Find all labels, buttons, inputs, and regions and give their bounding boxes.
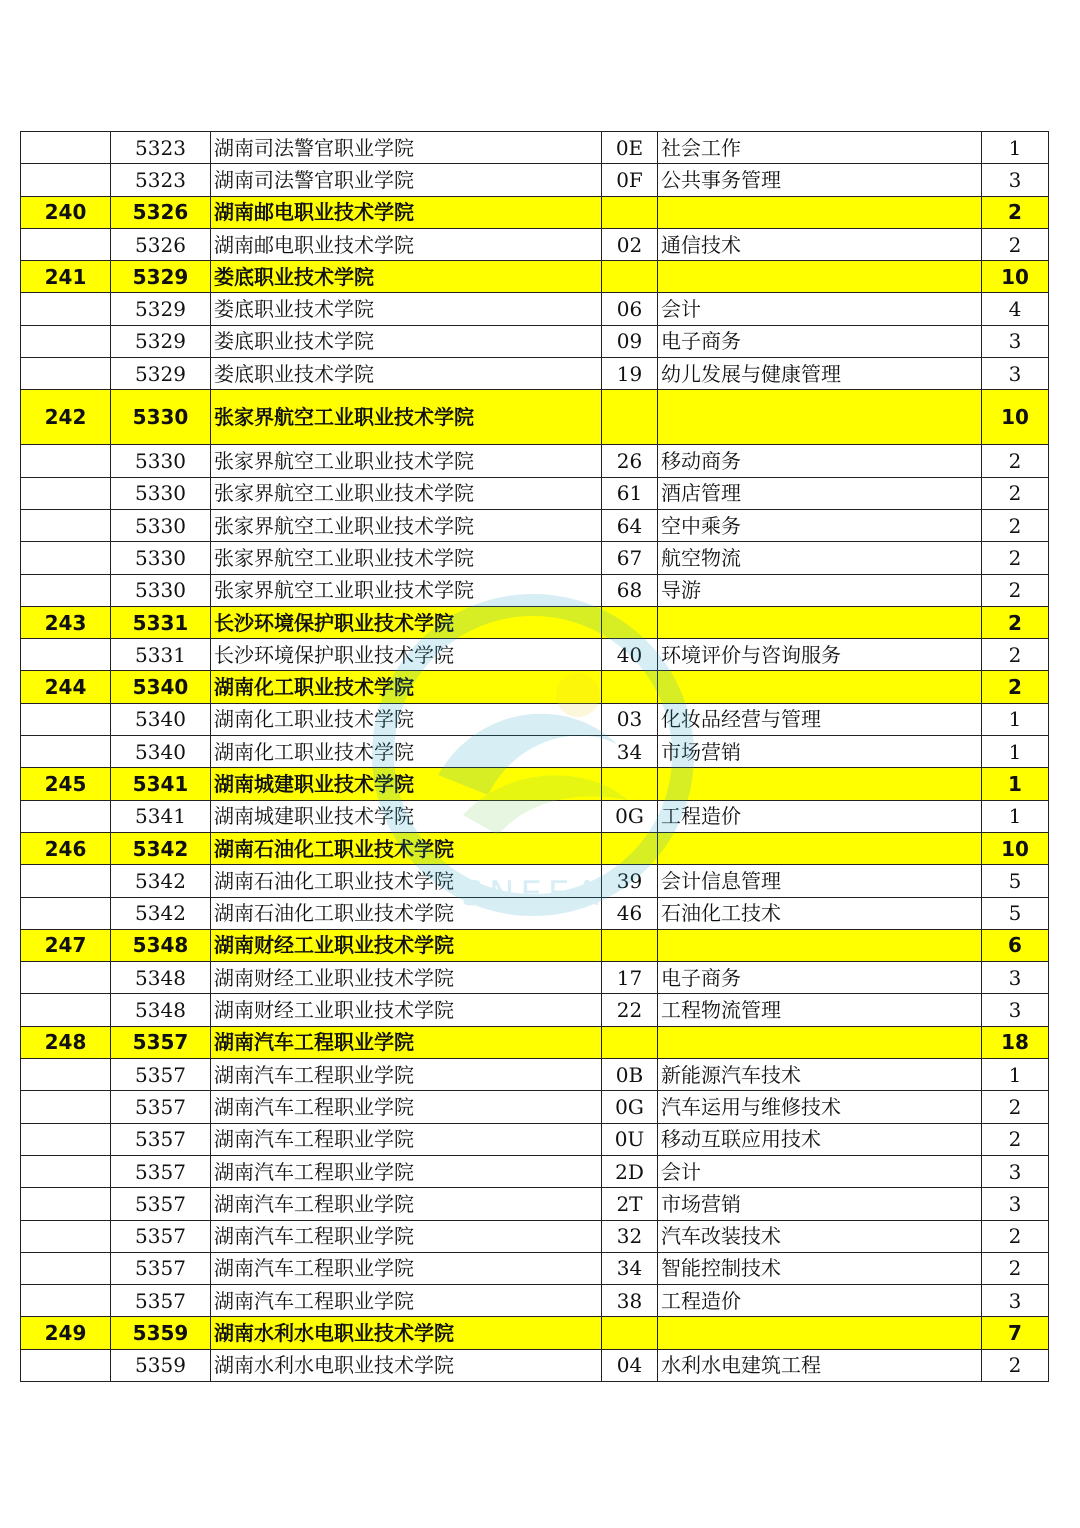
seq-cell: 249: [21, 1317, 111, 1349]
seq-cell: 242: [21, 390, 111, 445]
school-name-cell: 湖南汽车工程职业学院: [211, 1285, 602, 1317]
major-code-cell: 03: [602, 703, 658, 735]
major-name-cell: 新能源汽车技术: [658, 1059, 982, 1091]
plan-count-cell: 7: [982, 1317, 1049, 1349]
plan-count-cell: 2: [982, 639, 1049, 671]
school-code-cell: 5357: [111, 1123, 211, 1155]
plan-count-cell: 3: [982, 325, 1049, 357]
major-name-cell: [658, 196, 982, 228]
major-name-cell: 市场营销: [658, 1188, 982, 1220]
seq-cell: [21, 1059, 111, 1091]
school-code-cell: 5330: [111, 445, 211, 477]
school-name-cell: 湖南财经工业职业技术学院: [211, 994, 602, 1026]
school-name-cell: 娄底职业技术学院: [211, 358, 602, 390]
school-name-cell: 湖南汽车工程职业学院: [211, 1091, 602, 1123]
major-code-cell: 0E: [602, 132, 658, 164]
major-code-cell: 02: [602, 228, 658, 260]
major-code-cell: 2T: [602, 1188, 658, 1220]
seq-cell: [21, 1123, 111, 1155]
school-code-cell: 5326: [111, 196, 211, 228]
school-name-cell: 湖南汽车工程职业学院: [211, 1252, 602, 1284]
school-name-cell: 张家界航空工业职业技术学院: [211, 509, 602, 541]
school-code-cell: 5357: [111, 1188, 211, 1220]
plan-count-cell: 4: [982, 293, 1049, 325]
major-name-cell: 通信技术: [658, 228, 982, 260]
major-name-cell: 汽车运用与维修技术: [658, 1091, 982, 1123]
major-code-cell: 0B: [602, 1059, 658, 1091]
plan-count-cell: 10: [982, 261, 1049, 293]
plan-count-cell: 10: [982, 832, 1049, 864]
school-name-cell: 湖南财经工业职业技术学院: [211, 962, 602, 994]
major-code-cell: [602, 1317, 658, 1349]
school-code-cell: 5329: [111, 261, 211, 293]
major-name-cell: [658, 1317, 982, 1349]
major-name-cell: 会计: [658, 293, 982, 325]
school-name-cell: 娄底职业技术学院: [211, 325, 602, 357]
seq-cell: [21, 800, 111, 832]
seq-cell: [21, 164, 111, 196]
seq-cell: [21, 325, 111, 357]
major-row: [21, 228, 1049, 260]
school-code-cell: 5341: [111, 800, 211, 832]
major-name-cell: 工程造价: [658, 800, 982, 832]
major-name-cell: 移动互联应用技术: [658, 1123, 982, 1155]
seq-cell: 248: [21, 1026, 111, 1058]
major-name-cell: 社会工作: [658, 132, 982, 164]
school-code-cell: 5329: [111, 325, 211, 357]
school-name-cell: 湖南石油化工职业技术学院: [211, 832, 602, 864]
major-row: [21, 542, 1049, 574]
plan-count-cell: 1: [982, 132, 1049, 164]
school-name-cell: 湖南司法警官职业学院: [211, 164, 602, 196]
major-code-cell: [602, 768, 658, 800]
seq-cell: [21, 477, 111, 509]
plan-count-cell: 2: [982, 445, 1049, 477]
seq-cell: 247: [21, 929, 111, 961]
major-row: [21, 164, 1049, 196]
plan-count-cell: 3: [982, 1155, 1049, 1187]
school-code-cell: 5348: [111, 962, 211, 994]
plan-count-cell: 10: [982, 390, 1049, 445]
major-name-cell: 电子商务: [658, 962, 982, 994]
plan-count-cell: 5: [982, 865, 1049, 897]
major-code-cell: [602, 671, 658, 703]
school-code-cell: 5357: [111, 1059, 211, 1091]
major-name-cell: [658, 671, 982, 703]
table-body: [21, 132, 1049, 1382]
major-row: [21, 736, 1049, 768]
plan-count-cell: 2: [982, 477, 1049, 509]
plan-count-cell: 1: [982, 1059, 1049, 1091]
seq-cell: [21, 132, 111, 164]
plan-count-cell: 3: [982, 164, 1049, 196]
school-code-cell: 5340: [111, 671, 211, 703]
major-row: [21, 1220, 1049, 1252]
major-code-cell: 39: [602, 865, 658, 897]
school-row: [21, 390, 1049, 445]
major-name-cell: 智能控制技术: [658, 1252, 982, 1284]
plan-count-cell: 3: [982, 358, 1049, 390]
plan-count-cell: 2: [982, 509, 1049, 541]
major-name-cell: 电子商务: [658, 325, 982, 357]
seq-cell: [21, 1252, 111, 1284]
major-name-cell: 工程造价: [658, 1285, 982, 1317]
major-code-cell: [602, 196, 658, 228]
major-code-cell: 2D: [602, 1155, 658, 1187]
school-name-cell: 湖南汽车工程职业学院: [211, 1026, 602, 1058]
major-code-cell: 61: [602, 477, 658, 509]
school-name-cell: 湖南化工职业技术学院: [211, 671, 602, 703]
school-name-cell: 张家界航空工业职业技术学院: [211, 445, 602, 477]
major-code-cell: 09: [602, 325, 658, 357]
plan-count-cell: 3: [982, 994, 1049, 1026]
major-name-cell: 酒店管理: [658, 477, 982, 509]
major-code-cell: [602, 261, 658, 293]
school-code-cell: 5340: [111, 703, 211, 735]
major-code-cell: 67: [602, 542, 658, 574]
school-code-cell: 5357: [111, 1220, 211, 1252]
school-code-cell: 5331: [111, 639, 211, 671]
major-code-cell: [602, 1026, 658, 1058]
school-name-cell: 湖南财经工业职业技术学院: [211, 929, 602, 961]
seq-cell: [21, 736, 111, 768]
major-row: [21, 865, 1049, 897]
school-code-cell: 5359: [111, 1317, 211, 1349]
seq-cell: [21, 1155, 111, 1187]
school-name-cell: 娄底职业技术学院: [211, 261, 602, 293]
school-name-cell: 长沙环境保护职业技术学院: [211, 606, 602, 638]
seq-cell: [21, 542, 111, 574]
admission-plan-table: [20, 131, 1049, 1382]
major-code-cell: 40: [602, 639, 658, 671]
seq-cell: [21, 358, 111, 390]
school-name-cell: 湖南邮电职业技术学院: [211, 196, 602, 228]
plan-count-cell: 2: [982, 1252, 1049, 1284]
school-name-cell: 湖南汽车工程职业学院: [211, 1220, 602, 1252]
major-row: [21, 1349, 1049, 1381]
seq-cell: [21, 639, 111, 671]
major-name-cell: 航空物流: [658, 542, 982, 574]
plan-count-cell: 1: [982, 768, 1049, 800]
school-row: [21, 929, 1049, 961]
school-code-cell: 5357: [111, 1285, 211, 1317]
major-name-cell: [658, 929, 982, 961]
major-code-cell: 64: [602, 509, 658, 541]
major-name-cell: 会计信息管理: [658, 865, 982, 897]
school-code-cell: 5357: [111, 1155, 211, 1187]
school-name-cell: 长沙环境保护职业技术学院: [211, 639, 602, 671]
major-code-cell: [602, 929, 658, 961]
major-code-cell: 34: [602, 736, 658, 768]
school-code-cell: 5342: [111, 865, 211, 897]
school-code-cell: 5330: [111, 509, 211, 541]
school-row: [21, 606, 1049, 638]
major-name-cell: 移动商务: [658, 445, 982, 477]
major-row: [21, 293, 1049, 325]
major-code-cell: 22: [602, 994, 658, 1026]
seq-cell: [21, 1349, 111, 1381]
school-name-cell: 湖南汽车工程职业学院: [211, 1123, 602, 1155]
major-code-cell: 46: [602, 897, 658, 929]
major-name-cell: 市场营销: [658, 736, 982, 768]
major-code-cell: 0G: [602, 1091, 658, 1123]
school-code-cell: 5331: [111, 606, 211, 638]
major-code-cell: 34: [602, 1252, 658, 1284]
seq-cell: [21, 1285, 111, 1317]
plan-count-cell: 6: [982, 929, 1049, 961]
school-code-cell: 5357: [111, 1091, 211, 1123]
major-row: [21, 1123, 1049, 1155]
school-row: [21, 261, 1049, 293]
major-name-cell: 公共事务管理: [658, 164, 982, 196]
major-name-cell: [658, 768, 982, 800]
major-code-cell: [602, 832, 658, 864]
school-name-cell: 张家界航空工业职业技术学院: [211, 477, 602, 509]
major-row: [21, 1188, 1049, 1220]
major-name-cell: [658, 390, 982, 445]
school-code-cell: 5323: [111, 164, 211, 196]
plan-count-cell: 2: [982, 228, 1049, 260]
watermark-text: SNEEA: [461, 874, 605, 914]
plan-count-cell: 1: [982, 800, 1049, 832]
school-name-cell: 湖南汽车工程职业学院: [211, 1155, 602, 1187]
seq-cell: [21, 897, 111, 929]
school-name-cell: 娄底职业技术学院: [211, 293, 602, 325]
school-name-cell: 湖南邮电职业技术学院: [211, 228, 602, 260]
seq-cell: 243: [21, 606, 111, 638]
school-row: [21, 671, 1049, 703]
major-row: [21, 1285, 1049, 1317]
major-name-cell: 水利水电建筑工程: [658, 1349, 982, 1381]
seq-cell: [21, 445, 111, 477]
school-name-cell: 湖南城建职业技术学院: [211, 800, 602, 832]
seq-cell: [21, 703, 111, 735]
school-row: [21, 768, 1049, 800]
seq-cell: [21, 1188, 111, 1220]
school-code-cell: 5357: [111, 1026, 211, 1058]
major-name-cell: 工程物流管理: [658, 994, 982, 1026]
major-row: [21, 1091, 1049, 1123]
plan-count-cell: 3: [982, 1188, 1049, 1220]
school-name-cell: 湖南水利水电职业技术学院: [211, 1317, 602, 1349]
seq-cell: [21, 962, 111, 994]
plan-count-cell: 2: [982, 542, 1049, 574]
school-code-cell: 5348: [111, 929, 211, 961]
major-row: [21, 639, 1049, 671]
major-row: [21, 897, 1049, 929]
school-code-cell: 5348: [111, 994, 211, 1026]
major-code-cell: 06: [602, 293, 658, 325]
major-name-cell: 会计: [658, 1155, 982, 1187]
school-name-cell: 张家界航空工业职业技术学院: [211, 390, 602, 445]
major-row: [21, 962, 1049, 994]
major-row: [21, 574, 1049, 606]
plan-count-cell: 1: [982, 703, 1049, 735]
school-code-cell: 5329: [111, 293, 211, 325]
school-name-cell: 张家界航空工业职业技术学院: [211, 542, 602, 574]
plan-count-cell: 2: [982, 1091, 1049, 1123]
major-row: [21, 325, 1049, 357]
major-name-cell: [658, 832, 982, 864]
major-name-cell: 石油化工技术: [658, 897, 982, 929]
seq-cell: [21, 865, 111, 897]
seq-cell: 241: [21, 261, 111, 293]
seq-cell: [21, 994, 111, 1026]
school-code-cell: 5330: [111, 574, 211, 606]
plan-count-cell: 2: [982, 1123, 1049, 1155]
major-code-cell: 19: [602, 358, 658, 390]
major-row: [21, 445, 1049, 477]
plan-count-cell: 2: [982, 606, 1049, 638]
major-row: [21, 800, 1049, 832]
major-code-cell: 32: [602, 1220, 658, 1252]
school-name-cell: 湖南水利水电职业技术学院: [211, 1349, 602, 1381]
plan-count-cell: 5: [982, 897, 1049, 929]
major-row: [21, 1252, 1049, 1284]
major-row: [21, 477, 1049, 509]
school-code-cell: 5342: [111, 897, 211, 929]
school-code-cell: 5330: [111, 477, 211, 509]
major-name-cell: [658, 1026, 982, 1058]
school-name-cell: 湖南石油化工职业技术学院: [211, 897, 602, 929]
plan-count-cell: 18: [982, 1026, 1049, 1058]
major-name-cell: [658, 261, 982, 293]
seq-cell: 244: [21, 671, 111, 703]
major-row: [21, 509, 1049, 541]
school-code-cell: 5340: [111, 736, 211, 768]
major-row: [21, 132, 1049, 164]
major-row: [21, 703, 1049, 735]
seq-cell: 240: [21, 196, 111, 228]
major-name-cell: 环境评价与咨询服务: [658, 639, 982, 671]
school-code-cell: 5323: [111, 132, 211, 164]
major-code-cell: 04: [602, 1349, 658, 1381]
school-row: [21, 832, 1049, 864]
seq-cell: [21, 1091, 111, 1123]
school-code-cell: 5329: [111, 358, 211, 390]
school-code-cell: 5357: [111, 1252, 211, 1284]
school-row: [21, 1026, 1049, 1058]
school-name-cell: 湖南城建职业技术学院: [211, 768, 602, 800]
major-name-cell: 汽车改装技术: [658, 1220, 982, 1252]
major-code-cell: 26: [602, 445, 658, 477]
major-name-cell: 空中乘务: [658, 509, 982, 541]
major-name-cell: 化妆品经营与管理: [658, 703, 982, 735]
plan-count-cell: 2: [982, 574, 1049, 606]
major-code-cell: 38: [602, 1285, 658, 1317]
plan-count-cell: 3: [982, 1285, 1049, 1317]
major-row: [21, 994, 1049, 1026]
major-name-cell: [658, 606, 982, 638]
major-code-cell: [602, 390, 658, 445]
school-code-cell: 5326: [111, 228, 211, 260]
school-name-cell: 湖南汽车工程职业学院: [211, 1188, 602, 1220]
major-code-cell: 17: [602, 962, 658, 994]
plan-count-cell: 3: [982, 962, 1049, 994]
school-name-cell: 湖南化工职业技术学院: [211, 703, 602, 735]
school-row: [21, 1317, 1049, 1349]
plan-count-cell: 1: [982, 736, 1049, 768]
school-row: [21, 196, 1049, 228]
school-name-cell: 湖南石油化工职业技术学院: [211, 865, 602, 897]
major-name-cell: 幼儿发展与健康管理: [658, 358, 982, 390]
major-code-cell: 68: [602, 574, 658, 606]
school-name-cell: 湖南汽车工程职业学院: [211, 1059, 602, 1091]
seq-cell: [21, 1220, 111, 1252]
school-code-cell: 5359: [111, 1349, 211, 1381]
school-name-cell: 湖南司法警官职业学院: [211, 132, 602, 164]
major-name-cell: 导游: [658, 574, 982, 606]
major-code-cell: 0F: [602, 164, 658, 196]
seq-cell: [21, 293, 111, 325]
school-code-cell: 5330: [111, 542, 211, 574]
seq-cell: [21, 574, 111, 606]
major-code-cell: [602, 606, 658, 638]
major-row: [21, 1059, 1049, 1091]
major-code-cell: 0G: [602, 800, 658, 832]
school-code-cell: 5341: [111, 768, 211, 800]
school-name-cell: 张家界航空工业职业技术学院: [211, 574, 602, 606]
major-row: [21, 1155, 1049, 1187]
school-name-cell: 湖南化工职业技术学院: [211, 736, 602, 768]
school-code-cell: 5342: [111, 832, 211, 864]
plan-count-cell: 2: [982, 1349, 1049, 1381]
major-row: [21, 358, 1049, 390]
seq-cell: 245: [21, 768, 111, 800]
plan-count-cell: 2: [982, 671, 1049, 703]
plan-count-cell: 2: [982, 1220, 1049, 1252]
seq-cell: 246: [21, 832, 111, 864]
school-code-cell: 5330: [111, 390, 211, 445]
major-code-cell: 0U: [602, 1123, 658, 1155]
seq-cell: [21, 228, 111, 260]
plan-count-cell: 2: [982, 196, 1049, 228]
seq-cell: [21, 509, 111, 541]
